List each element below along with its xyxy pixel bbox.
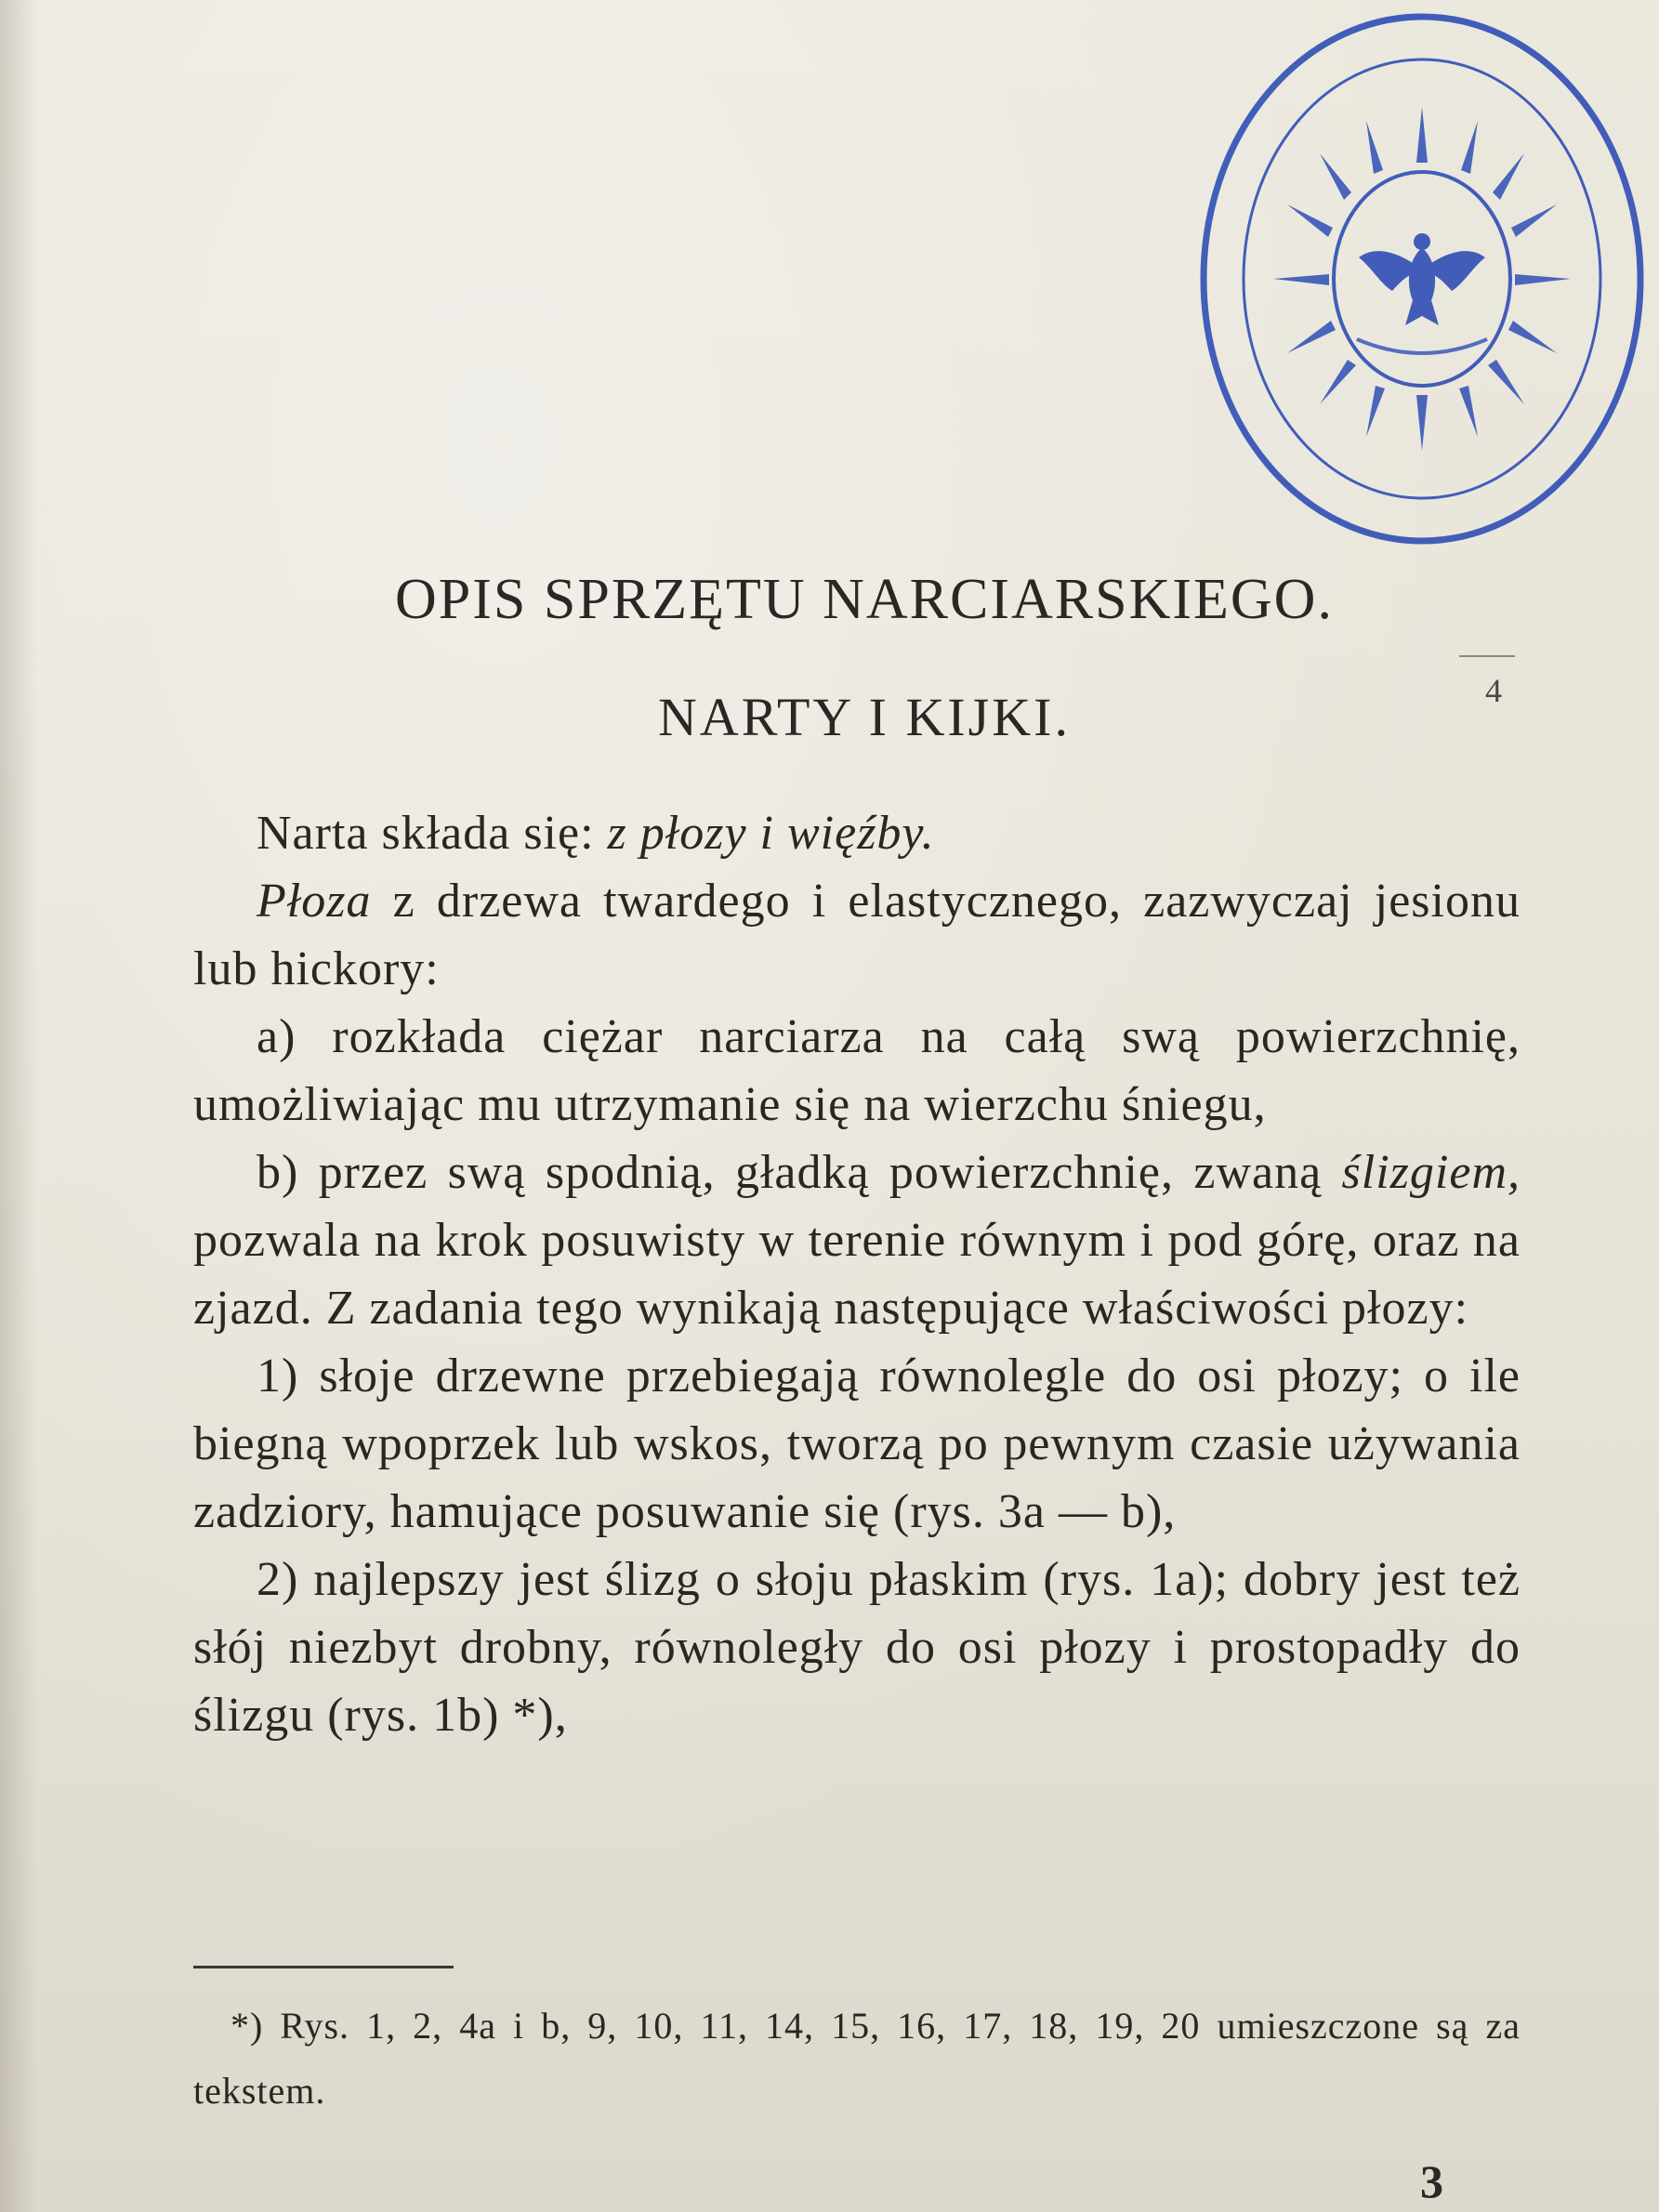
eagle-icon (1359, 233, 1485, 325)
paragraph: 2) najlepszy jest ślizg o słoju płaskim (rys. 1a); dobry jest też słój niezbyt drobny, równoległy do osi płozy i prostopadły do ślizgu (rys. 1b) *), (193, 1553, 1521, 1742)
page-title: OPIS SPRZĘTU NARCIARSKIEGO. (395, 568, 1334, 631)
emphasized-term: Płoza (257, 875, 372, 928)
paragraph-text: z drzewa twardego i elastycznego, zazwyczaj jesionu lub hickory: (193, 875, 1521, 995)
margin-mark: 4 (1485, 672, 1502, 709)
footnote (193, 1994, 1521, 2124)
paragraph (193, 867, 1521, 1003)
paragraph-text: b) przez swą spodnią, gładką powierzchnię, zwaną (257, 1146, 1342, 1199)
footnote-text: *) Rys. 1, 2, 4a i b, 9, 10, 11, 14, 15, 16, 17, 18, 19, 20 umieszczone są za tekstem. (193, 2005, 1521, 2112)
page-edge-shadow (0, 0, 37, 2212)
paragraph (193, 799, 1521, 867)
emphasized-term: ślizgiem, (1341, 1146, 1521, 1199)
paragraph (193, 1139, 1521, 1342)
paragraph-text: pozwala na krok posuwisty w terenie równym i pod górę, oraz na zjazd. Z zadania tego wynikają następujące właściwości płozy: (193, 1214, 1521, 1335)
paragraph: a) rozkłada ciężar narciarza na całą swą powierzchnię, umożliwiając mu utrzymanie się na wierzchu śniegu, (193, 1010, 1521, 1131)
section-heading: NARTY I KIJKI. (658, 687, 1071, 747)
emphasized-term: z płozy i więźby. (607, 807, 935, 860)
page-number: 3 (1420, 2155, 1443, 2207)
paragraph: 1) słoje drzewne przebiegają równolegle do osi płozy; o ile biegną wpoprzek lub wskos, tworzą po pewnym czasie używania zadziory, hamujące posuwanie się (rys. 3a — b), (193, 1350, 1521, 1538)
paragraph-text: Narta składa się: (257, 807, 608, 860)
margin-line (1459, 655, 1515, 657)
library-stamp (1190, 5, 1654, 553)
body-text (193, 799, 1521, 1749)
footnote-rule (193, 1966, 454, 1968)
